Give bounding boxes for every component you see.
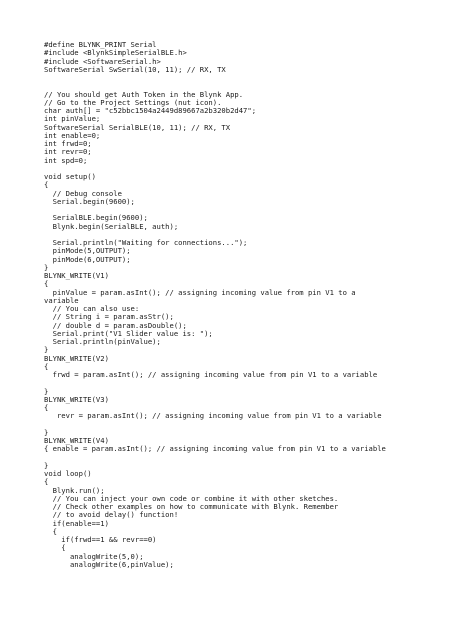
code-line: pinValue = param.asInt(); // assigning incoming value from pin V1 to a (44, 287, 356, 297)
code-listing (44, 41, 444, 569)
code-line: { (44, 403, 49, 412)
code-line: } (44, 427, 49, 437)
code-line: int enable=0; (44, 130, 101, 140)
code-line: #define BLYNK_PRINT Serial (44, 40, 157, 49)
code-line: if(frwd==1 && revr==0) (44, 535, 157, 544)
code-line: BLYNK_WRITE(V2) (44, 353, 109, 363)
code-line: // You can inject your own code or combine it with other sketches. (44, 493, 339, 503)
code-line: Blynk.run(); (44, 485, 105, 495)
code-line: BLYNK_WRITE(V4) (44, 436, 109, 445)
code-line: SerialBLE.begin(9600); (44, 213, 148, 223)
code-line: // to avoid delay() function! (44, 510, 179, 520)
code-line: int revr=0; (44, 147, 92, 157)
code-line: { (44, 543, 66, 553)
code-line: analogWrite(5,0); (44, 551, 144, 561)
code-line: // You should get Auth Token in the Blynk App. (44, 89, 244, 99)
code-line: // You can also use: (44, 304, 140, 313)
code-line: Blynk.begin(SerialBLE, auth); (44, 221, 179, 231)
code-line: Serial.println("Waiting for connections..."); (44, 238, 248, 247)
code-line: int frwd=0; (44, 139, 92, 148)
code-line: BLYNK_WRITE(V1) (44, 271, 109, 280)
code-line (44, 74, 444, 82)
code-line: // Check other examples on how to communicate with Blynk. Remember (44, 502, 339, 511)
code-line: #include <SoftwareSerial.h> (44, 56, 161, 66)
code-line: revr = param.asInt(); // assigning incoming value from pin V1 to a variable (44, 411, 382, 421)
code-line: BLYNK_WRITE(V3) (44, 394, 109, 404)
code-line: void loop() (44, 469, 92, 478)
code-line: // String i = param.asStr(); (44, 312, 174, 322)
code-line: int pinValue; (44, 114, 101, 124)
code-line: Serial.println(pinValue); (44, 337, 161, 346)
code-line (44, 421, 444, 429)
code-line: frwd = param.asInt(); // assigning incoming value from pin V1 to a variable (44, 370, 378, 379)
code-line: int spd=0; (44, 155, 88, 165)
code-line: // Go to the Project Settings (nut icon). (44, 97, 222, 107)
code-line: pinMode(5,OUTPUT); (44, 246, 131, 256)
code-line: SoftwareSerial SwSerial(10, 11); // RX, TX (44, 64, 226, 74)
code-line: { enable = param.asInt(); // assigning incoming value from pin V1 to a variable (44, 444, 386, 454)
code-line (44, 454, 444, 462)
code-line (44, 379, 444, 387)
code-line: SoftwareSerial SerialBLE(10, 11); // RX, TX (44, 122, 231, 132)
code-line (44, 165, 444, 173)
code-line: analogWrite(6,pinValue); (44, 559, 174, 569)
code-line: } (44, 386, 49, 396)
code-line: Serial.print("V1 Slider value is: "); (44, 328, 213, 338)
code-line: { (44, 279, 49, 289)
code-line: Serial.begin(9600); (44, 196, 135, 206)
code-line: #include <BlynkSimpleSerialBLE.h> (44, 48, 187, 58)
code-line: if(enable==1) (44, 518, 109, 528)
code-line: // double d = param.asDouble(); (44, 320, 187, 330)
code-line: { (44, 180, 49, 190)
code-line: } (44, 345, 49, 355)
code-line: pinMode(6,OUTPUT); (44, 254, 131, 264)
code-line: variable (44, 295, 79, 305)
code-line: { (44, 361, 49, 371)
code-line: char auth[] = "c52bbc1504a2449d89667a2b320b2d47"; (44, 106, 257, 115)
code-line: { (44, 526, 57, 536)
code-line: { (44, 477, 49, 487)
code-line: // Debug console (44, 188, 122, 198)
code-line: void setup() (44, 172, 96, 181)
code-line: } (44, 262, 49, 272)
code-line: } (44, 460, 49, 470)
